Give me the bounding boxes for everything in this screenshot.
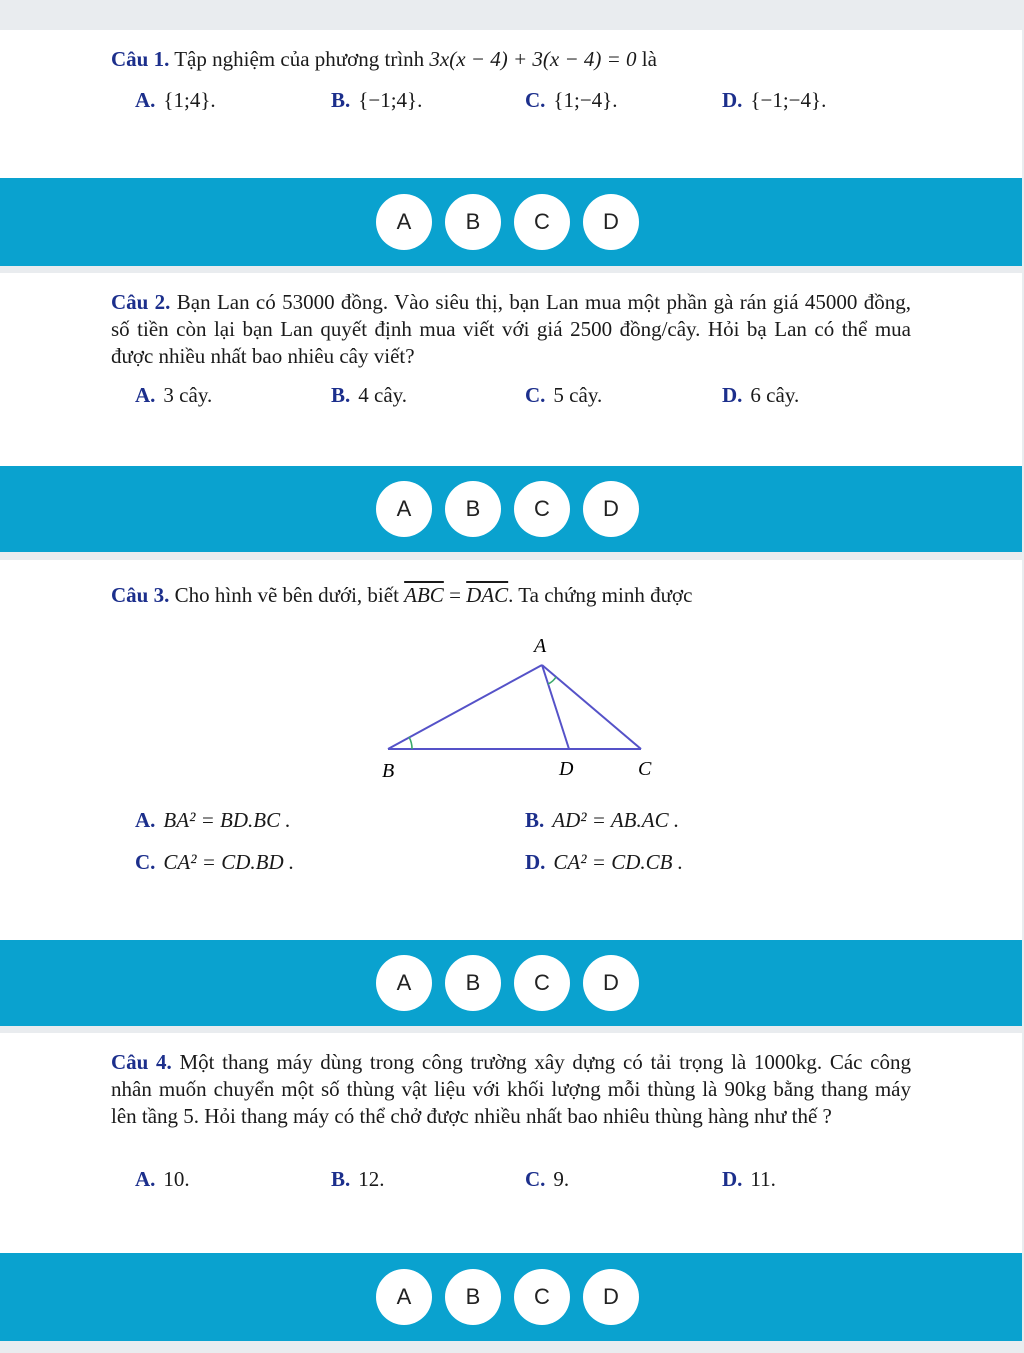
answer-d-button[interactable]: D bbox=[583, 194, 639, 250]
answer-c-button[interactable]: C bbox=[514, 1269, 570, 1325]
equals-sign: = bbox=[449, 583, 461, 607]
vertex-a-label: A bbox=[534, 635, 547, 657]
option-d: D. 6 cây. bbox=[722, 383, 800, 407]
angle-abc: $\overline{ABC}$ bbox=[404, 583, 444, 607]
question-3-stem bbox=[111, 582, 911, 609]
option-d: D. CA² = CD.CB . bbox=[525, 850, 683, 874]
vertex-c-label: C bbox=[638, 758, 652, 780]
answer-bar-1 bbox=[0, 178, 1022, 266]
equation: 3x(x − 4) + 3(x − 4) = 0 bbox=[429, 47, 637, 71]
answer-c-button[interactable]: C bbox=[514, 194, 570, 250]
option-d: D. {−1;−4}. bbox=[722, 88, 827, 112]
answer-a-button[interactable]: A bbox=[376, 481, 432, 537]
option-a: A. 3 cây. bbox=[135, 383, 213, 407]
answer-c-button[interactable]: C bbox=[514, 481, 570, 537]
answer-d-button[interactable]: D bbox=[583, 481, 639, 537]
question-4-card bbox=[0, 1033, 1022, 1253]
question-suffix: . Ta chứng minh được bbox=[508, 583, 693, 607]
option-d: D. 11. bbox=[722, 1167, 776, 1191]
option-b: B. 4 cây. bbox=[331, 383, 408, 407]
answer-bar-2 bbox=[0, 466, 1022, 552]
question-1-card bbox=[0, 30, 1022, 178]
triangle-figure bbox=[370, 632, 690, 792]
option-c: C. 9. bbox=[525, 1167, 570, 1191]
question-text: Cho hình vẽ bên dưới, biết bbox=[174, 583, 399, 607]
question-2-stem bbox=[111, 289, 911, 370]
question-1-stem bbox=[111, 46, 911, 73]
answer-a-button[interactable]: A bbox=[376, 955, 432, 1011]
option-b: B. {−1;4}. bbox=[331, 88, 423, 112]
answer-a-button[interactable]: A bbox=[376, 194, 432, 250]
answer-d-button[interactable]: D bbox=[583, 955, 639, 1011]
option-c: C. 5 cây. bbox=[525, 383, 603, 407]
option-b: B. 12. bbox=[331, 1167, 385, 1191]
answer-bar-3 bbox=[0, 940, 1022, 1026]
question-label: Câu 3. bbox=[111, 583, 170, 607]
question-label: Câu 4. bbox=[111, 1050, 172, 1074]
vertex-d-label: D bbox=[559, 758, 574, 780]
question-4-stem bbox=[111, 1049, 911, 1130]
answer-bar-4 bbox=[0, 1253, 1022, 1341]
option-b: B. AD² = AB.AC . bbox=[525, 808, 680, 832]
question-label: Câu 2. bbox=[111, 290, 171, 314]
answer-a-button[interactable]: A bbox=[376, 1269, 432, 1325]
question-text: Một thang máy dùng trong công trường xây dựng có tải trọng là 1000kg. Các công nhân muốn chuyển một số thùng vật liệu với khối lượng mỗi thùng là 90kg bằng thang máy lên tầng 5. Hỏi thang máy có thể chở được nhiều nhất bao nhiêu thùng hàng như thế ? bbox=[111, 1050, 911, 1128]
answer-b-button[interactable]: B bbox=[445, 955, 501, 1011]
answer-b-button[interactable]: B bbox=[445, 194, 501, 250]
answer-b-button[interactable]: B bbox=[445, 1269, 501, 1325]
question-text: Tập nghiệm của phương trình bbox=[174, 47, 425, 71]
answer-b-button[interactable]: B bbox=[445, 481, 501, 537]
option-c: C. {1;−4}. bbox=[525, 88, 618, 112]
question-2-card bbox=[0, 273, 1022, 466]
option-a: A. {1;4}. bbox=[135, 88, 216, 112]
vertex-b-label: B bbox=[382, 760, 395, 782]
angle-dac: $\overline{DAC}$ bbox=[466, 583, 509, 607]
option-a: A. 10. bbox=[135, 1167, 190, 1191]
question-text: Bạn Lan có 53000 đồng. Vào siêu thị, bạn Lan mua một phần gà rán giá 45000 đồng, số tiền còn lại bạn Lan quyết định mua viết với giá 2500 đồng/cây. Hỏi bạ Lan có thể mua được nhiều nhất bao nhiêu cây viết? bbox=[111, 290, 911, 368]
answer-d-button[interactable]: D bbox=[583, 1269, 639, 1325]
option-c: C. CA² = CD.BD . bbox=[135, 850, 295, 874]
question-3-card bbox=[0, 560, 1022, 940]
answer-c-button[interactable]: C bbox=[514, 955, 570, 1011]
option-a: A. BA² = BD.BC . bbox=[135, 808, 291, 832]
question-suffix: là bbox=[641, 47, 657, 71]
question-label: Câu 1. bbox=[111, 47, 170, 71]
